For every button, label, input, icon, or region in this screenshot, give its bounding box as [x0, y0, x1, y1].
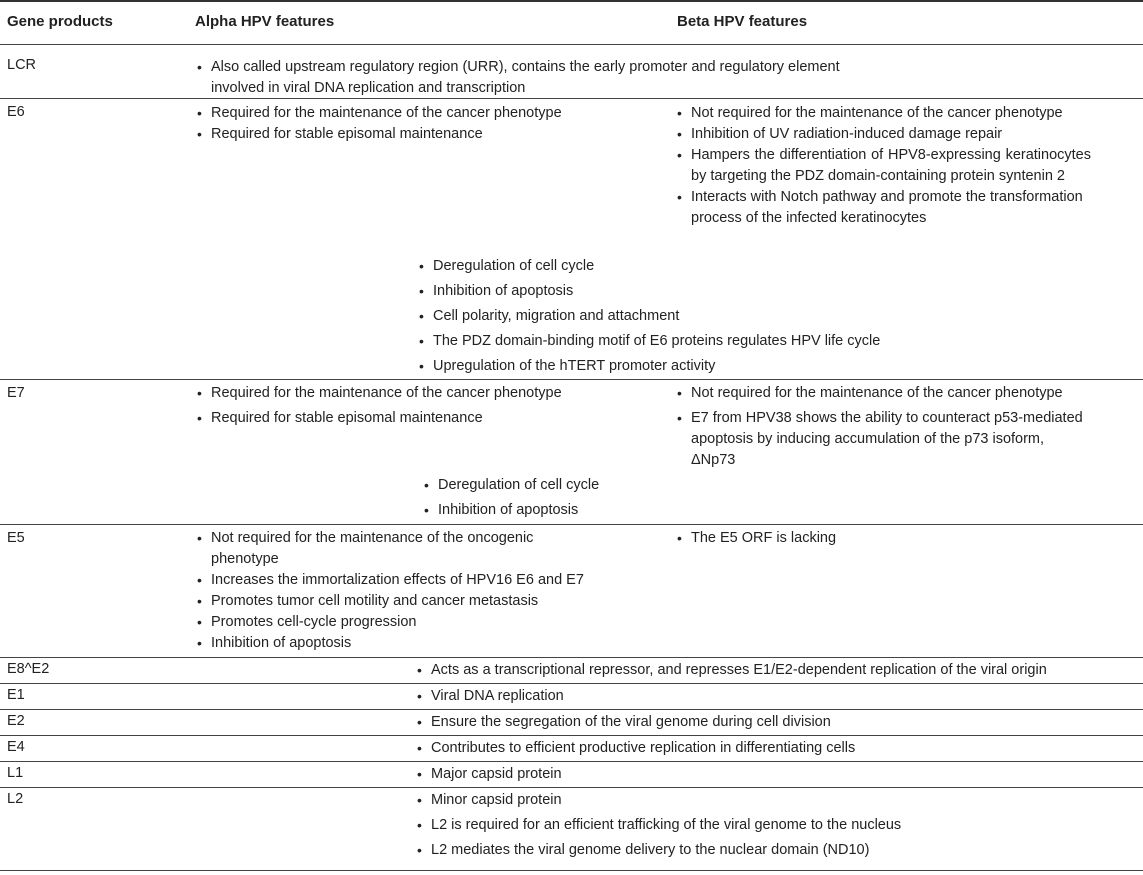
- e5-alpha-list: [195, 528, 584, 654]
- list-item: • Required for stable episomal maintenance: [195, 408, 655, 429]
- list-item: • Inhibition of apoptosis: [417, 281, 917, 302]
- gene-e7: E7: [7, 385, 25, 401]
- list-item: • The E5 ORF is lacking: [675, 528, 1091, 549]
- list-item: • Upregulation of the hTERT promoter activity: [417, 356, 917, 377]
- row-rule: [0, 524, 1143, 525]
- gene-l2: L2: [7, 791, 24, 807]
- row-rule: [0, 735, 1143, 736]
- list-item: • Not required for the maintenance of the oncogenic phenotype: [195, 528, 575, 570]
- list-item: • Inhibition of apoptosis: [195, 633, 575, 654]
- gene-e6: E6: [7, 104, 25, 120]
- list-item: • Not required for the maintenance of the cancer phenotype: [675, 103, 1091, 124]
- gene-e4: E4: [7, 739, 25, 755]
- e1-shared-list: [415, 686, 1115, 707]
- header-beta: Beta HPV features: [677, 13, 808, 30]
- list-item: • Inhibition of UV radiation-induced damage repair: [675, 124, 1091, 145]
- list-item: • Contributes to efficient productive replication in differentiating cells: [415, 738, 1115, 759]
- list-item: • Deregulation of cell cycle: [422, 475, 822, 496]
- list-item: • The PDZ domain-binding motif of E6 proteins regulates HPV life cycle: [417, 331, 917, 352]
- list-item: • Ensure the segregation of the viral genome during cell division: [415, 712, 1115, 733]
- header-rule: [0, 44, 1143, 45]
- list-item: • L2 is required for an efficient trafficking of the viral genome to the nucleus: [415, 815, 1115, 836]
- l2-shared-list: [415, 790, 1115, 865]
- gene-e1: E1: [7, 687, 25, 703]
- list-item: • E7 from HPV38 shows the ability to counteract p53-mediated apoptosis by inducing accumulation of the p73 isoform, ΔNp73: [675, 408, 1091, 471]
- list-item: • Required for the maintenance of the cancer phenotype: [195, 383, 655, 404]
- gene-l1: L1: [7, 765, 24, 781]
- list-item: • Also called upstream regulatory region (URR), contains the early promoter and regulatory element involved in viral DNA replication and transcription: [195, 57, 885, 99]
- list-item: • Viral DNA replication: [415, 686, 1115, 707]
- list-item: • Inhibition of apoptosis: [422, 500, 822, 521]
- bottom-rule: [0, 870, 1143, 871]
- list-item: • Required for stable episomal maintenance: [195, 124, 655, 145]
- e4-shared-list: [415, 738, 1115, 759]
- row-rule: [0, 709, 1143, 710]
- header-alpha: Alpha HPV features: [195, 13, 335, 30]
- header-gene-products: Gene products: [7, 13, 113, 30]
- top-rule: [0, 0, 1143, 2]
- list-item: • Not required for the maintenance of the cancer phenotype: [675, 383, 1091, 404]
- e7-shared-list: [422, 475, 822, 525]
- list-item: • Acts as a transcriptional repressor, and represses E1/E2-dependent replication of the viral origin: [415, 660, 1135, 681]
- e5-beta-list: [675, 528, 1091, 549]
- gene-e8e2: E8^E2: [7, 661, 50, 677]
- list-item: • Cell polarity, migration and attachment: [417, 306, 917, 327]
- e8e2-shared-list: [415, 660, 1135, 681]
- list-item: • Interacts with Notch pathway and promote the transformation process of the infected keratinocytes: [675, 187, 1091, 229]
- e7-beta-list: [675, 383, 1091, 475]
- e7-alpha-list: [195, 383, 655, 433]
- list-item: • Minor capsid protein: [415, 790, 1115, 811]
- row-rule: [0, 683, 1143, 684]
- e6-shared-list: [417, 256, 917, 381]
- list-item: • L2 mediates the viral genome delivery to the nuclear domain (ND10): [415, 840, 1115, 861]
- e6-beta-list: [675, 103, 1091, 229]
- gene-e2: E2: [7, 713, 25, 729]
- e2-shared-list: [415, 712, 1115, 733]
- list-item: • Required for the maintenance of the cancer phenotype: [195, 103, 655, 124]
- row-rule: [0, 657, 1143, 658]
- row-rule: [0, 787, 1143, 788]
- list-item: • Deregulation of cell cycle: [417, 256, 917, 277]
- list-item: • Major capsid protein: [415, 764, 1115, 785]
- list-item: • Promotes tumor cell motility and cancer metastasis: [195, 591, 575, 612]
- list-item: • Promotes cell-cycle progression: [195, 612, 575, 633]
- list-item: • Increases the immortalization effects of HPV16 E6 and E7: [195, 570, 575, 591]
- row-rule: [0, 761, 1143, 762]
- e6-alpha-list: [195, 103, 655, 145]
- row-rule: [0, 379, 1143, 380]
- list-item: • Hampers the differentiation of HPV8-expressing keratinocytes by targeting the PDZ domain-containing protein syntenin 2: [675, 145, 1091, 187]
- row-rule: [0, 98, 1143, 99]
- l1-shared-list: [415, 764, 1115, 785]
- lcr-shared-list: [195, 57, 885, 99]
- gene-e5: E5: [7, 530, 25, 546]
- gene-lcr: LCR: [7, 57, 37, 73]
